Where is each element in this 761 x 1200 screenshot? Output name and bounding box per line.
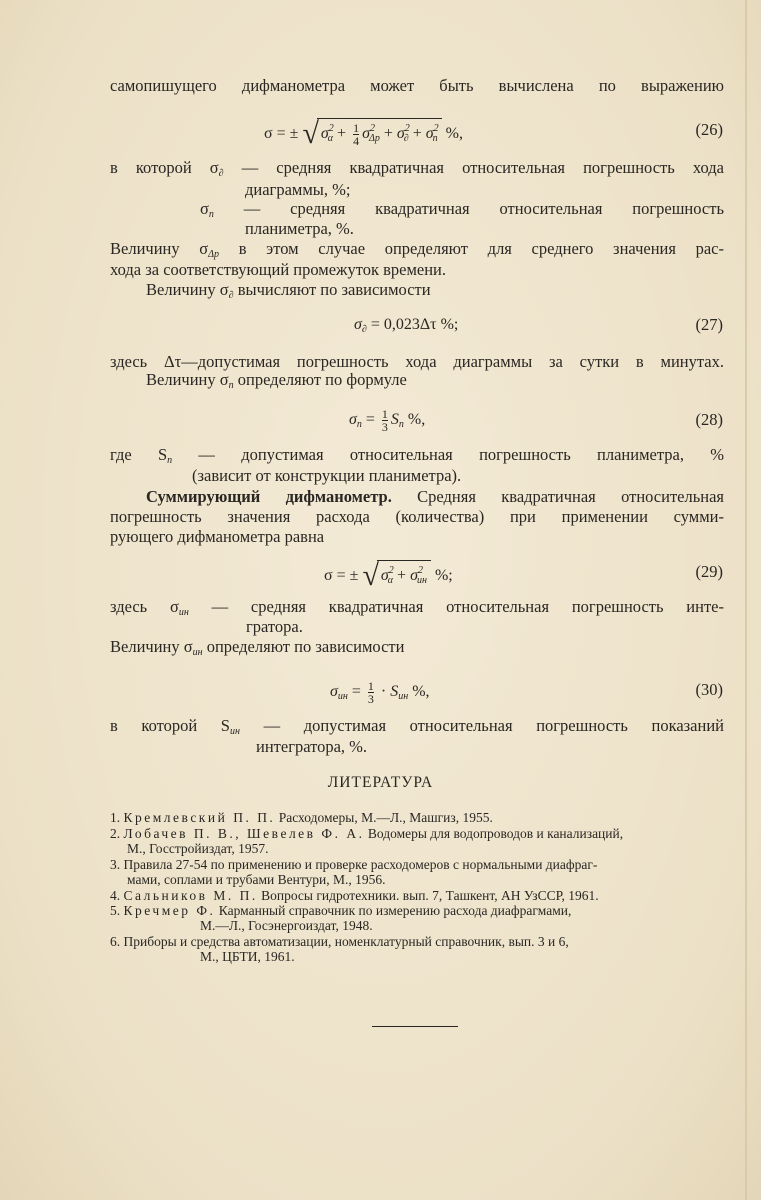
sigma: σ xyxy=(330,683,338,701)
reference-continuation: М., Госстройиздат, 1957. xyxy=(127,841,269,856)
equation-number: (28) xyxy=(695,410,723,429)
subscript: п xyxy=(432,133,438,144)
sigma: σ xyxy=(362,125,370,142)
ref-author: Сальников М. П. xyxy=(123,888,258,903)
power: 2 xyxy=(388,565,394,576)
definition-line: (зависит от конструкции планиметра). xyxy=(192,466,462,485)
equals: = xyxy=(347,683,365,701)
power: 2 xyxy=(404,123,410,134)
text: — допустимая относительная погрешность показаний xyxy=(239,716,724,735)
paragraph-line xyxy=(110,637,404,663)
ref-author: Кречмер Ф. xyxy=(123,903,216,918)
sigma: σ xyxy=(320,125,329,142)
subscript: п xyxy=(228,380,234,391)
subscript: Δp xyxy=(368,133,380,144)
equation-number: (30) xyxy=(695,680,723,699)
ref-title: Приборы и средства автоматизации, номенклатурный справочник, вып. 3 и 6, xyxy=(123,934,569,949)
power: 2 xyxy=(369,123,375,134)
ref-number: 6. xyxy=(110,934,121,949)
ref-number: 2. xyxy=(110,826,121,841)
ref-title: Правила 27-54 по применению и проверке расходомеров с нормальными диафраг- xyxy=(123,857,598,872)
subscript: ин xyxy=(337,691,348,703)
equation-30 xyxy=(330,680,430,707)
ref-number: 4. xyxy=(110,888,121,903)
ref-number: 1. xyxy=(110,810,121,825)
sigma: σ xyxy=(396,125,405,142)
subscript: α xyxy=(327,133,334,144)
dot: · xyxy=(376,683,391,701)
eq-unit: %, xyxy=(441,125,463,142)
numerator: 1 xyxy=(381,407,388,421)
eq-lhs: σ = ± xyxy=(264,125,299,142)
reference-item xyxy=(110,857,597,873)
subscript: ин xyxy=(178,607,189,618)
subscript: п xyxy=(208,209,214,220)
denominator: 3 xyxy=(367,692,374,706)
subscript: ин xyxy=(416,575,427,586)
subscript: п xyxy=(398,419,404,431)
numerator: 1 xyxy=(353,120,360,135)
paragraph-line: рующего дифманометра равна xyxy=(110,527,325,546)
definition-line: планиметра, %. xyxy=(245,219,354,238)
power: 2 xyxy=(433,123,439,134)
plus: + xyxy=(337,125,347,142)
definition-line xyxy=(110,597,724,623)
power: 2 xyxy=(328,123,334,134)
ref-number: 3. xyxy=(110,857,121,872)
variable: S xyxy=(390,411,399,429)
text: в этом случае определяют для среднего значения рас- xyxy=(219,239,725,258)
ref-title: Вопросы гидротехники. вып. 7, Ташкент, АН УзССР, 1961. xyxy=(257,888,599,903)
definition-line: интегратора, %. xyxy=(256,737,368,756)
paragraph-line xyxy=(146,280,431,306)
sigma: σ xyxy=(425,125,434,142)
fraction xyxy=(382,408,388,433)
denominator: 4 xyxy=(353,133,360,148)
text: Средняя квадратичная относительная xyxy=(391,487,724,506)
definition-line xyxy=(110,716,724,742)
radical-sign: √ xyxy=(302,117,319,150)
reference-item xyxy=(110,888,599,904)
subscript: ∂ xyxy=(218,168,224,179)
reference-continuation: мами, соплами и трубами Вентури, М., 1956. xyxy=(127,872,386,887)
ref-title: Расходомеры, М.—Л., Машгиз, 1955. xyxy=(275,810,493,825)
sigma: σ xyxy=(349,411,357,429)
radicand xyxy=(317,118,442,149)
text: определяют по формуле xyxy=(233,370,407,389)
reference-item xyxy=(110,934,569,950)
subscript: ∂ xyxy=(361,324,367,335)
equation-number: (27) xyxy=(695,315,723,334)
fraction xyxy=(353,122,359,147)
reference-item xyxy=(110,810,493,826)
reference-continuation: М.—Л., Госэнергоиздат, 1948. xyxy=(200,918,373,933)
plus: + xyxy=(412,125,422,142)
text: Величину σ xyxy=(110,637,193,656)
run-in-heading: Суммирующий дифманометр. xyxy=(146,487,392,506)
subscript: п xyxy=(356,419,362,431)
subscript: п xyxy=(167,455,173,466)
subscript: α xyxy=(387,575,394,586)
text: здесь σ xyxy=(110,597,179,616)
equation-29 xyxy=(324,560,453,591)
end-rule xyxy=(372,1026,458,1027)
paragraph-line xyxy=(146,487,724,507)
radicand xyxy=(377,560,431,591)
sigma: σ xyxy=(380,567,389,584)
literature-heading: ЛИТЕРАТУРА xyxy=(327,774,434,791)
subscript: ин xyxy=(192,647,203,658)
reference-item xyxy=(110,903,571,919)
subscript: Δp xyxy=(208,249,220,260)
text: в которой S xyxy=(110,716,230,735)
equation-28 xyxy=(349,408,425,435)
equation-26 xyxy=(264,118,463,149)
text: — средняя квадратичная относительная погрешность инте- xyxy=(188,597,724,616)
paragraph-line xyxy=(146,370,407,396)
reference-item xyxy=(110,826,623,842)
text: вычисляют по зависимости xyxy=(233,280,431,299)
sigma: σ xyxy=(410,567,418,584)
plus: + xyxy=(383,125,393,142)
text: в которой σ xyxy=(110,158,219,177)
ref-number: 5. xyxy=(110,903,121,918)
text: — средняя квадратичная относительная погрешность хода xyxy=(223,158,724,177)
definition-line: гратора. xyxy=(246,617,303,636)
reference-continuation: М., ЦБТИ, 1961. xyxy=(200,949,295,964)
power: 2 xyxy=(417,565,423,576)
text: определяют по зависимости xyxy=(202,637,405,656)
radical-sign: √ xyxy=(362,559,379,592)
text: — допустимая относительная погрешность планиметра, % xyxy=(172,445,724,464)
plus: + xyxy=(397,567,407,584)
text: Величину σ xyxy=(110,239,209,258)
text: Величину σ xyxy=(146,370,229,389)
subscript: ∂ xyxy=(228,290,234,301)
ref-author: Кремлевский П. П. xyxy=(123,810,276,825)
subscript: ∂ xyxy=(403,133,409,144)
subscript: ин xyxy=(398,691,409,703)
denominator: 3 xyxy=(381,420,388,434)
text: = 0,023Δτ %; xyxy=(366,316,459,333)
equation-number: (29) xyxy=(695,562,723,581)
page-edge xyxy=(745,0,747,1200)
eq-unit: %; xyxy=(430,567,453,584)
equation-27 xyxy=(354,315,458,340)
text: %, xyxy=(408,683,430,701)
paragraph-line: здесь Δτ—допустимая погрешность хода диаграммы за сутки в минутах. xyxy=(110,352,724,371)
fraction xyxy=(368,680,374,705)
definition-line xyxy=(110,158,724,184)
text: где S xyxy=(110,445,168,464)
eq-lhs: σ = ± xyxy=(324,567,359,584)
paragraph-line: погрешность значения расхода (количества) при применении сумми- xyxy=(110,507,724,526)
ref-author: Лобачев П. В., Шевелев Ф. А. xyxy=(123,826,365,841)
ref-title: Карманный справочник по измерению расхода диафрагмами, xyxy=(215,903,572,918)
text: σ xyxy=(200,199,209,218)
text: Величину σ xyxy=(146,280,229,299)
paragraph-line: хода за соответствующий промежуток времени. xyxy=(110,260,447,279)
variable: S xyxy=(390,683,399,701)
sigma: σ xyxy=(354,316,362,333)
numerator: 1 xyxy=(367,679,374,693)
paragraph-line: самопишущего дифманометра может быть вычислена по выражению xyxy=(110,76,724,95)
text: %, xyxy=(403,411,426,429)
ref-title: Водомеры для водопроводов и канализаций, xyxy=(364,826,624,841)
text: — средняя квадратичная относительная погрешность xyxy=(213,199,724,218)
equation-number: (26) xyxy=(695,120,723,139)
equals: = xyxy=(361,411,379,429)
subscript: ин xyxy=(230,726,240,737)
definition-line: диаграммы, %; xyxy=(245,180,351,199)
